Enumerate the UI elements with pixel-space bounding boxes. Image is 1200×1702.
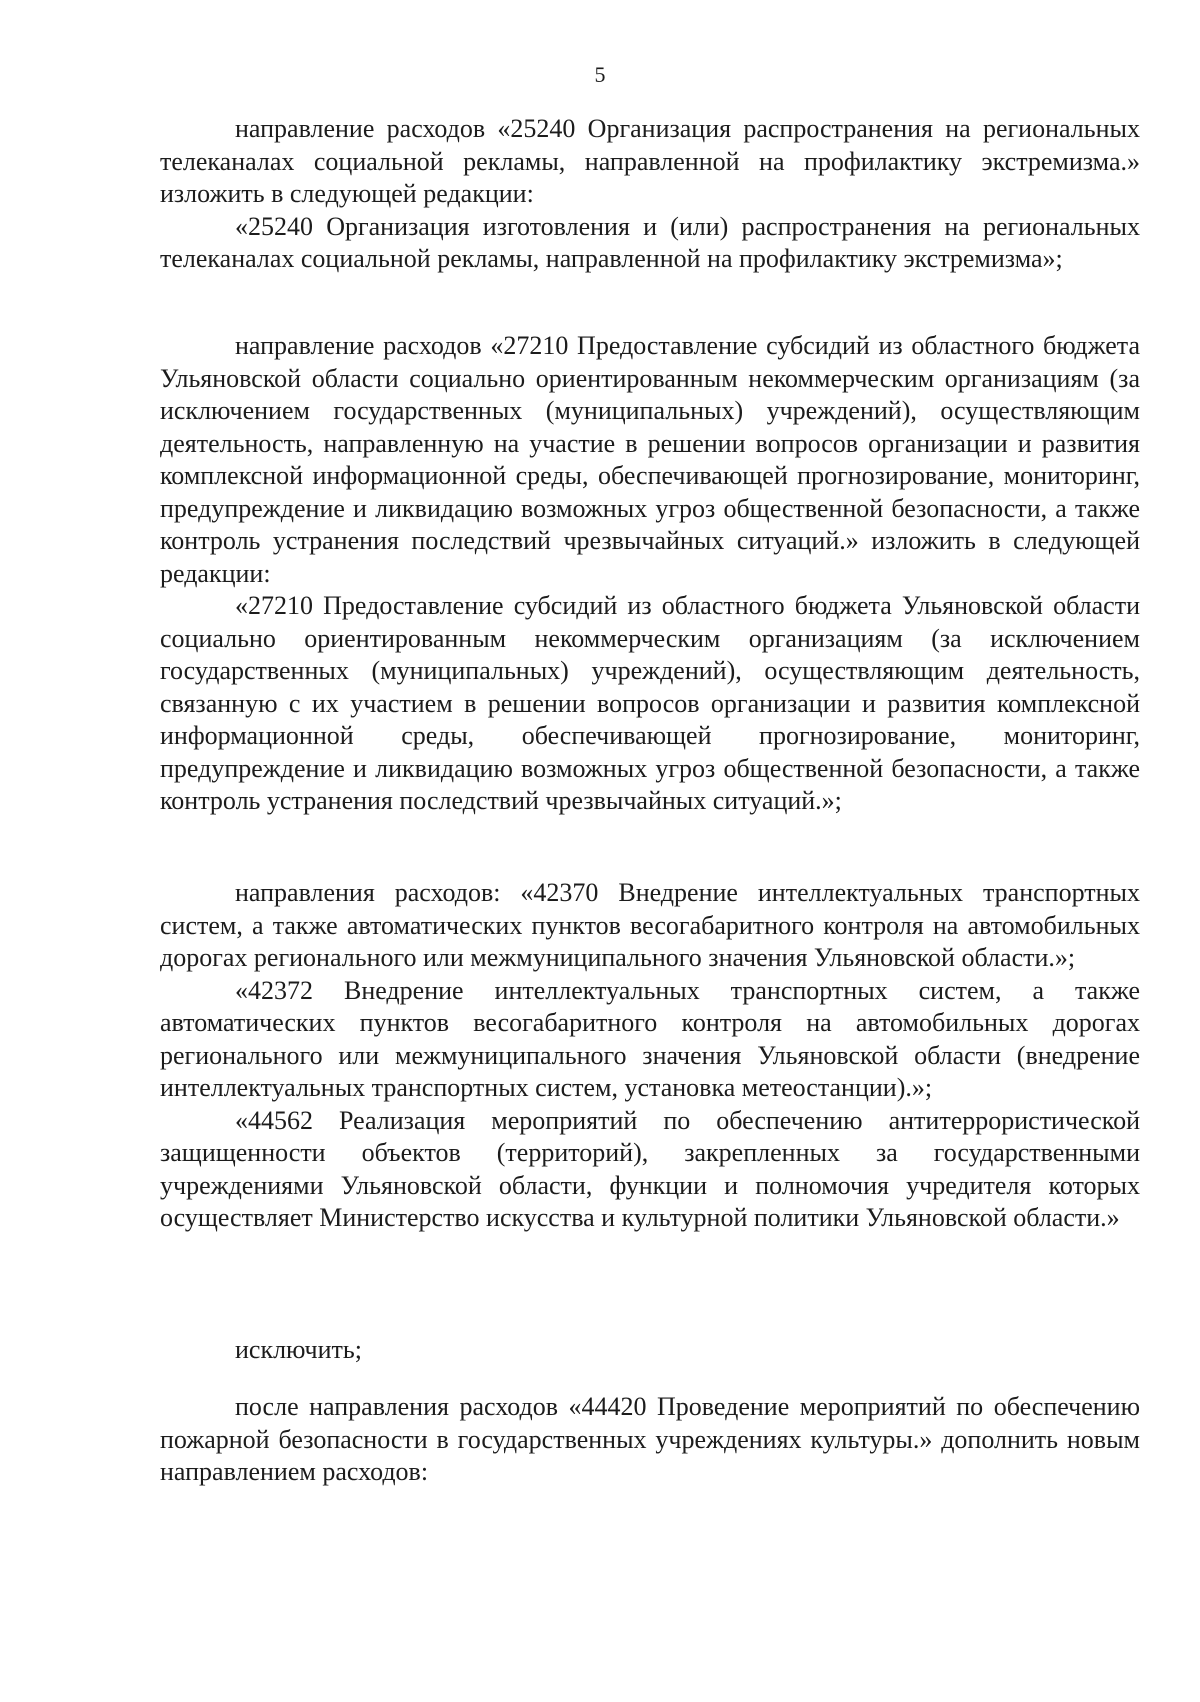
paragraph-27210-new: «27210 Предоставление субсидий из областного бюджета Ульяновской области социально ориентированным некоммерческим организациям (за исключением государственных (муниципальных) учреждений), осуществляющим деятельность, связанную с их участием в решении вопросов организации и развития комплексной информационной среды, обеспечивающей прогнозирование, мониторинг, предупреждение и ликвидацию возможных угроз общественной безопасности, а также контроль устранения последствий чрезвычайных ситуаций.»; bbox=[160, 591, 1140, 815]
section-25240 bbox=[160, 113, 1140, 276]
page-number: 5 bbox=[594, 62, 606, 87]
paragraph-25240-new: «25240 Организация изготовления и (или) распространения на региональных телеканалах социальной рекламы, направленной на профилактику экстремизма»; bbox=[160, 211, 1140, 273]
paragraph-44420: после направления расходов «44420 Проведение мероприятий по обеспечению пожарной безопасности в государственных учреждениях культуры.» дополнить новым направлением расходов: bbox=[160, 1392, 1140, 1486]
section-42370 bbox=[160, 877, 1140, 1235]
paragraph-44562: «44562 Реализация мероприятий по обеспечению антитеррористической защищенности объектов (территорий), закрепленных за государственными учреждениями Ульяновской области, функции и полномочия учредителя которых осуществляет Министерство искусства и культурной политики Ульяновской области.» bbox=[160, 1105, 1140, 1232]
section-27210 bbox=[160, 330, 1140, 818]
paragraph-27210-old: направление расходов «27210 Предоставление субсидий из областного бюджета Ульяновской области социально ориентированным некоммерческим организациям (за исключением государственных (муниципальных) учреждений), осуществляющим деятельность, направленную на участие в решении вопросов организации и развития комплексной информационной среды, обеспечивающей прогнозирование, мониторинг, предупреждение и ликвидацию возможных угроз общественной безопасности, а также контроль устранения последствий чрезвычайных ситуаций.» изложить в следующей редакции: bbox=[160, 331, 1140, 588]
paragraph-25240-old: направление расходов «25240 Организация распространения на региональных телеканалах социальной рекламы, направленной на профилактику экстремизма.» изложить в следующей редакции: bbox=[160, 114, 1140, 208]
section-exclude bbox=[160, 1334, 1140, 1367]
paragraph-42370: направления расходов: «42370 Внедрение интеллектуальных транспортных систем, а также автоматических пунктов весогабаритного контроля на автомобильных дорогах регионального или межмуниципального значения Ульяновской области.»; bbox=[160, 878, 1140, 972]
paragraph-exclude: исключить; bbox=[235, 1335, 362, 1364]
section-44420 bbox=[160, 1391, 1140, 1489]
paragraph-42372: «42372 Внедрение интеллектуальных транспортных систем, а также автоматических пунктов весогабаритного контроля на автомобильных дорогах регионального или межмуниципального значения Ульяновской области (внедрение интеллектуальных транспортных систем, установка метеостанции).»; bbox=[160, 975, 1140, 1102]
